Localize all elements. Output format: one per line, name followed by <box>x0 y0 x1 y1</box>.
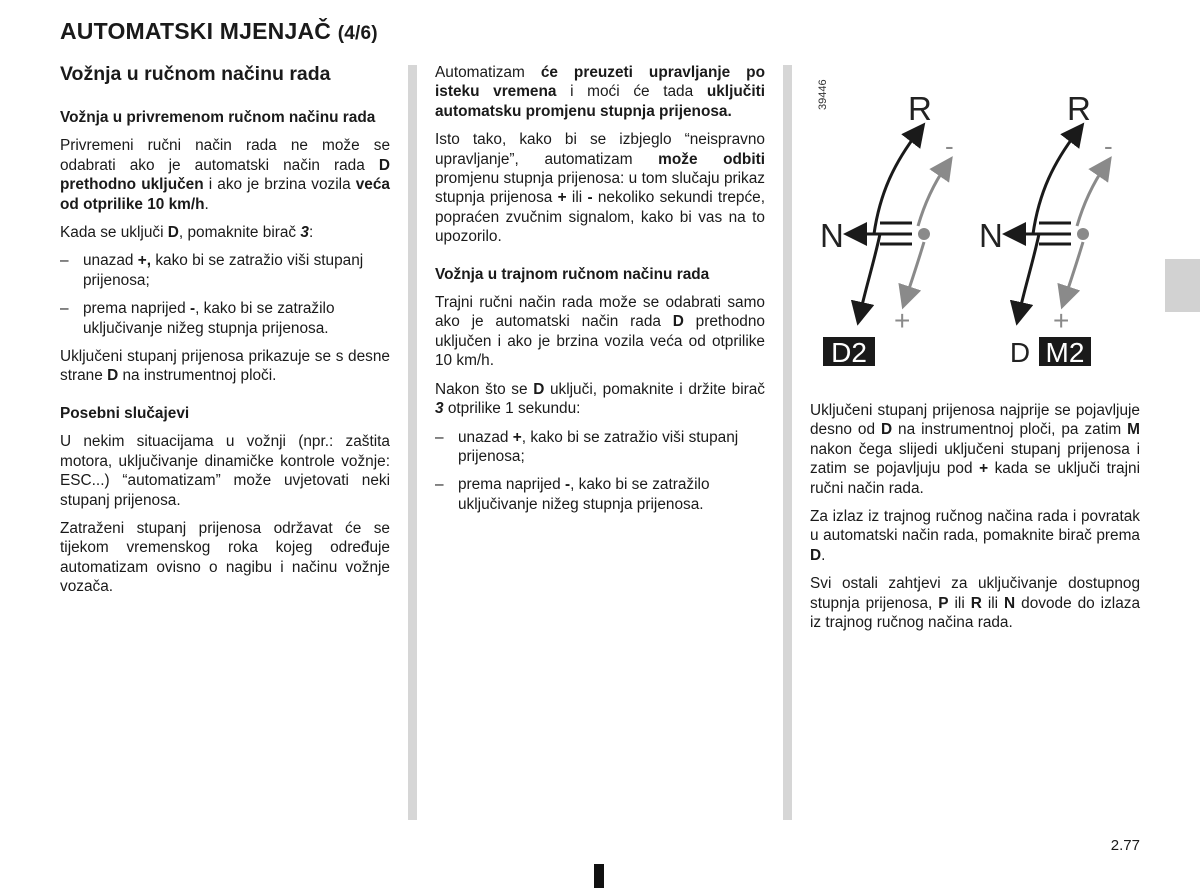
title-part: (4/6) <box>337 23 378 44</box>
label-r: R <box>1067 90 1091 127</box>
page-number: 2.77 <box>1110 837 1140 854</box>
paragraph: Nakon što se D uključi, pomaknite i držite birač 3 otprilike 1 sekundu: <box>435 380 765 418</box>
paragraph: Uključeni stupanj prijenosa najprije se pojavljuje desno od D na instrumentnoj ploči, pa zatim M nakon čega slijedi uključeni stupanj prijenosa i zatim se pojavljuju pod + kada se uključi trajni ručni način rada. <box>810 402 1140 497</box>
page-title <box>60 18 378 45</box>
paragraph: U nekim situacijama u vožnji (npr.: zaštita motora, uključivanje dinamičke kontrole vožnje: ESC...) “automatizam” može uvjetovati neki stupanj prijenosa. <box>60 433 390 509</box>
list-item: – unazad +, kako bi se zatražio viši stupanj prijenosa; <box>435 428 739 465</box>
arrow-to-d <box>1019 234 1039 314</box>
subheading-permanent: Vožnja u trajnom ručnom načinu rada <box>435 265 710 283</box>
figure-ref: 39446 <box>817 79 829 110</box>
arrow-to-d <box>860 234 880 314</box>
paragraph: Uključeni stupanj prijenosa prikazuje se s desne strane D na instrumentnoj ploči. <box>60 348 390 385</box>
selector-left <box>820 90 954 368</box>
paragraph: Zatraženi stupanj prijenosa održavat će se tijekom vremenskog roka kojeg određuje automatizam ovisno o nagibu i načinu vožnje vozača. <box>60 519 390 596</box>
gear-selector-diagram <box>800 62 1145 377</box>
column-1 <box>60 62 390 606</box>
label-d: D <box>1009 337 1031 368</box>
subheading-temporary: Vožnja u privremenom ručnom načinu rada <box>60 109 376 126</box>
arrow-plus <box>1065 242 1083 298</box>
paragraph: Trajni ručni način rada može se odabrati samo ako je automatski način rada D prethodno uključen i ako je brzina vozila veća od otprilike 10 km/h. <box>435 294 765 370</box>
label-r: R <box>908 90 932 127</box>
label-minus: - <box>945 131 954 161</box>
list-item: – prema naprijed -, kako bi se zatražilo uključivanje nižeg stupnja prijenosa. <box>60 300 335 337</box>
label-plus: + <box>894 305 911 336</box>
print-mark <box>594 864 604 888</box>
paragraph: Kada se uključi D, pomaknite birač 3: <box>60 224 314 242</box>
label-n: N <box>820 217 844 254</box>
column-2 <box>435 63 765 523</box>
bullet-list <box>60 251 390 338</box>
list-item: – unazad +, kako bi se zatražio viši stupanj prijenosa; <box>60 252 364 289</box>
paragraph: Za izlaz iz trajnog ručnog načina rada i povratak u automatski način rada, pomaknite birač prema D. <box>810 508 1140 564</box>
paragraph: Privremeni ručni način rada ne može se odabrati ako je automatski način rada D prethodno uključen i ako je brzina vozila veća od otprilike 10 km/h. <box>60 137 390 213</box>
title-text: AUTOMATSKI MJENJAČ <box>60 18 332 44</box>
selector-dot <box>1077 228 1089 240</box>
display-m2: M2 <box>1045 337 1085 368</box>
column-divider-2 <box>783 65 792 820</box>
label-minus: - <box>1104 131 1113 161</box>
arrow-minus <box>1077 166 1105 226</box>
label-plus: + <box>1053 305 1070 336</box>
display-d2: D2 <box>831 337 867 368</box>
chapter-tab <box>1165 259 1200 312</box>
label-n: N <box>979 217 1003 254</box>
column-divider-1 <box>408 65 417 820</box>
arrow-to-r <box>874 132 918 234</box>
column-3 <box>810 401 1140 641</box>
subheading-special-cases: Posebni slučajevi <box>60 404 190 422</box>
paragraph: Isto tako, kako bi se izbjeglo “neispravno upravljanje”, automatizam može odbiti promjenu stupnja prijenosa: u tom slučaju prikaz stupnja prijenosa + ili - nekoliko sekundi trepće, popraćen zvučnim signalom, kako bi vas na to upozorilo. <box>435 131 766 246</box>
arrow-minus <box>918 166 946 226</box>
bullet-list <box>435 428 765 515</box>
selector-dot <box>918 228 930 240</box>
arrow-plus <box>906 242 924 298</box>
paragraph: Automatizam će preuzeti upravljanje po isteku vremena i moći će tada uključiti automatsku promjenu stupnja prijenosa. <box>435 64 765 120</box>
paragraph: Svi ostali zahtjevi za uključivanje dostupnog stupnja prijenosa, P ili R ili N dovode do izlaza iz trajnog ručnog načina rada. <box>810 575 1141 632</box>
arrow-to-r <box>1033 132 1077 234</box>
section-heading: Vožnja u ručnom načinu rada <box>60 63 331 85</box>
selector-right <box>979 90 1113 368</box>
list-item: – prema naprijed -, kako bi se zatražilo uključivanje nižeg stupnja prijenosa. <box>435 476 710 513</box>
